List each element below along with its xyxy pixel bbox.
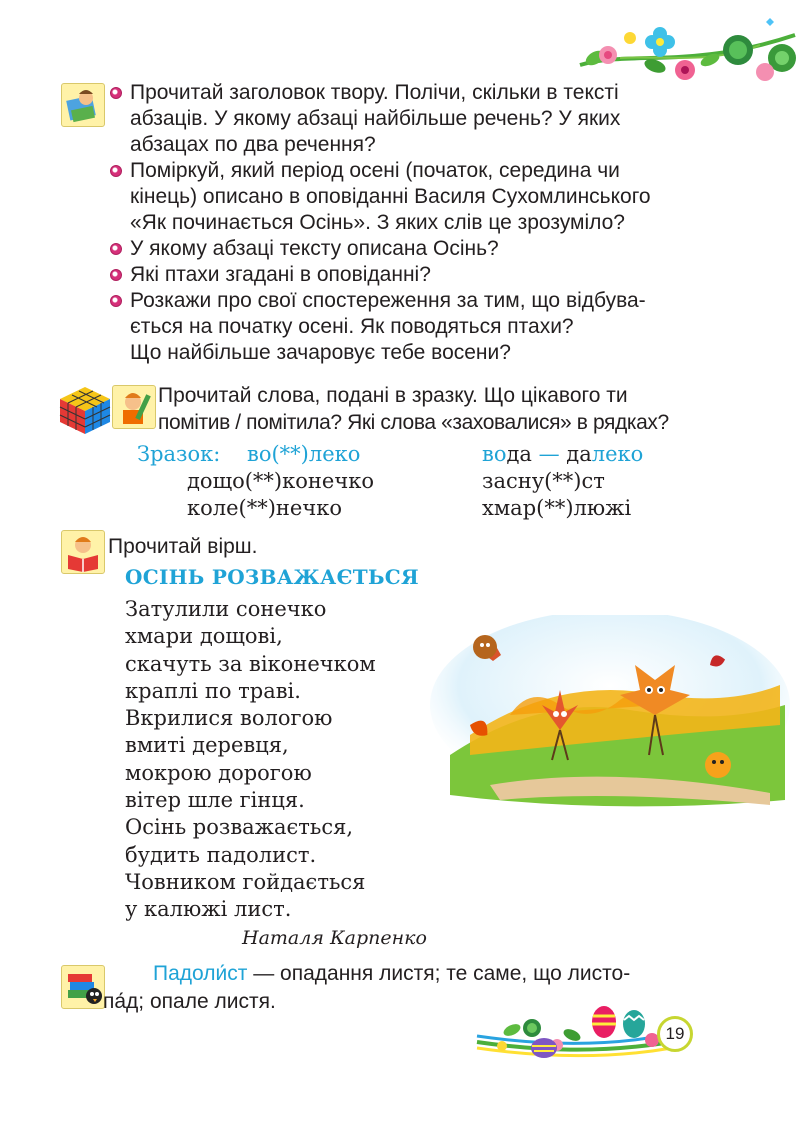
autumn-leaves-illustration: [410, 615, 790, 815]
sample-block: [137, 441, 697, 521]
questions-list: [108, 80, 728, 366]
bullet-icon: [110, 87, 122, 99]
bullet-icon: [110, 269, 122, 281]
sample-word: засну(**)ст: [482, 469, 605, 493]
bullet-icon: [110, 165, 122, 177]
floral-garland-top: [560, 10, 800, 90]
sample-word: хмар(**)люжі: [482, 496, 632, 520]
sample-answer-middle: да — да: [506, 442, 592, 466]
poem-line: у калюжі лист.: [125, 897, 292, 922]
dictionary-icon: [61, 965, 105, 1009]
poem-line: вітер шле гінця.: [125, 788, 305, 813]
poem-line: скачуть за віконечком: [125, 651, 376, 676]
sample-label: Зразок:: [137, 442, 221, 466]
task-3-instructions: Прочитай вірш.: [108, 535, 258, 558]
poem-line: будить падолист.: [125, 842, 317, 867]
bullet-icon: [110, 295, 122, 307]
question-2: Поміркуй, який період осені (початок, середина чи кінець) описано в оповіданні Василя Сухомлинського «Як починається Осінь». З яких слів це зрозуміло?: [108, 158, 728, 236]
poem-title: ОСІНЬ РОЗВАЖАЄТЬСЯ: [125, 565, 419, 589]
poem-body: [125, 596, 376, 924]
poem-line: мокрою дорогою: [125, 760, 312, 785]
poem-line: Осінь розважається,: [125, 815, 354, 840]
page-number: 19: [657, 1016, 693, 1052]
gloss-definition: Падоли́ст — опадання листя; те саме, що листо- па́д; опале листя.: [103, 962, 631, 1013]
pencil-task-icon: [112, 385, 156, 429]
poem-line: Вкрилися вологою: [125, 706, 333, 731]
poem-line: Затулили сонечко: [125, 597, 327, 621]
sample-word: коле(**)нечко: [187, 496, 342, 520]
rubik-cube-icon: [58, 385, 112, 435]
sample-pattern: во(**)леко: [247, 442, 361, 466]
sample-answer: вода — далеко: [482, 442, 644, 466]
poem-line: вмиті деревця,: [125, 733, 289, 758]
poem-line: хмари дощові,: [125, 624, 283, 649]
book-reading-icon: [61, 530, 105, 574]
question-5: Розкажи про свої спостереження за тим, що відбува- ється на початку осені. Як поводяться птахи? Що найбільше зачаровує тебе восени?: [108, 288, 728, 366]
poem-author: Наталя Карпенко: [242, 927, 427, 949]
gloss-term: Падоли́ст: [153, 962, 248, 985]
reading-task-icon: [61, 83, 105, 127]
question-4: Які птахи згадані в оповіданні?: [108, 262, 728, 288]
poem-line: Човником гойдається: [125, 869, 366, 894]
task-2-instructions: Прочитай слова, подані в зразку. Що цікавого ти помітив / помітила? Які слова «заховалися» в рядках?: [158, 384, 669, 434]
poem-line: краплі по траві.: [125, 678, 301, 703]
question-3: У якому абзаці тексту описана Осінь?: [108, 236, 728, 262]
sample-word: дощо(**)конечко: [187, 469, 374, 493]
question-1: Прочитай заголовок твору. Полічи, скільки в тексті абзаців. У якому абзаці найбільше речень? У яких абзацах по два речення?: [108, 80, 728, 158]
bullet-icon: [110, 243, 122, 255]
